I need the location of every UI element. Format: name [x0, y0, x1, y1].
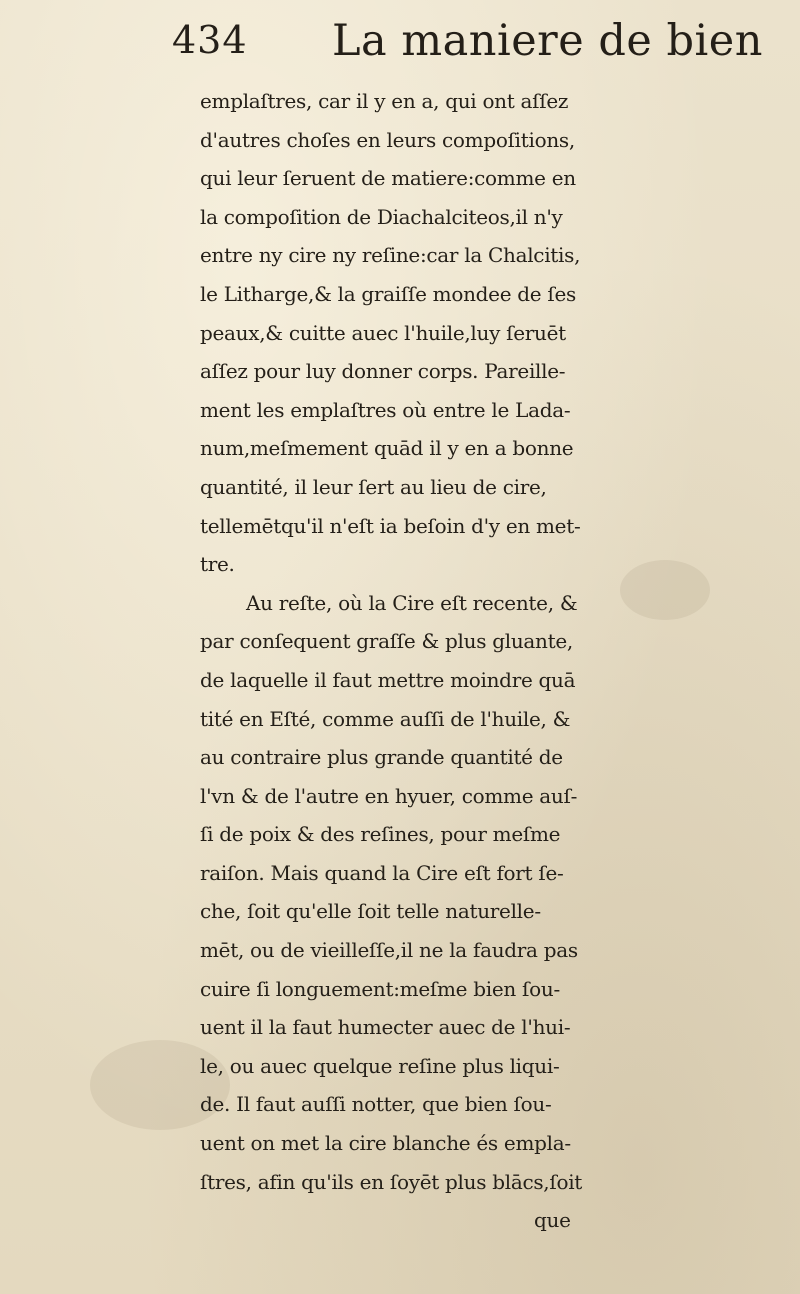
text-line: qui leur ſeruent de matiere:comme en — [200, 166, 576, 191]
text-line: de. Il faut auſſi notter, que bien ſou- — [200, 1092, 552, 1117]
text-line: l'vn & de l'autre en hyuer, comme auſ- — [200, 783, 578, 808]
text-line: de laquelle il faut mettre moindre quā — [200, 667, 576, 692]
text-line: mēt, ou de vieilleſſe,il ne la faudra pas — [200, 938, 578, 963]
text-line: che, ſoit qu'elle ſoit telle naturelle- — [200, 899, 541, 924]
text-line: uent on met la cire blanche és empla- — [200, 1131, 571, 1156]
body-text — [200, 82, 800, 1240]
text-line: d'autres choſes en leurs compoſitions, — [200, 127, 575, 152]
text-line: num,meſmement quād il y en a bonne — [200, 436, 574, 461]
text-line: ſi de poix & des reſines, pour meſme — [200, 822, 561, 847]
text-line: la compoſition de Diachalciteos,il n'y — [200, 204, 563, 229]
text-line: tre. — [200, 552, 235, 577]
text-line: cuire ſi longuement:meſme bien ſou- — [200, 976, 560, 1001]
text-line: entre ny cire ny reſine:car la Chalcitis, — [200, 243, 581, 268]
text-line: le, ou auec quelque reſine plus liqui- — [200, 1053, 560, 1078]
page-number: 434 — [172, 18, 248, 62]
text-line: le Litharge,& la graiſſe mondee de ſes — [200, 281, 577, 306]
text-line: tellemētqu'il n'eſt ia beſoin d'y en met- — [200, 513, 581, 538]
text-line: uent il la faut humecter auec de l'hui- — [200, 1015, 571, 1040]
text-line: ſtres, afin qu'ils en ſoyēt plus blācs,ſoit — [200, 1169, 583, 1194]
catchword: que — [534, 1208, 571, 1233]
text-line: aſſez pour luy donner corps. Pareille- — [200, 359, 566, 384]
text-line: au contraire plus grande quantité de — [200, 745, 563, 770]
text-line: tité en Eſté, comme auſſi de l'huile, & — [200, 706, 571, 731]
text-line: par conſequent graſſe & plus gluante, — [200, 629, 573, 654]
text-line: peaux,& cuitte auec l'huile,luy ſeruēt — [200, 320, 566, 345]
paragraph-start-line: Au reſte, où la Cire eſt recente, & — [246, 590, 578, 615]
text-line: raiſon. Mais quand la Cire eſt fort ſe- — [200, 860, 564, 885]
text-line: ment les emplaſtres où entre le Lada- — [200, 397, 571, 422]
running-title: La maniere de bien — [332, 16, 763, 66]
page-header — [172, 12, 763, 74]
text-line: emplaſtres, car il y en a, qui ont aſſez — [200, 89, 569, 113]
text-line: quantité, il leur ſert au lieu de cire, — [200, 474, 547, 499]
